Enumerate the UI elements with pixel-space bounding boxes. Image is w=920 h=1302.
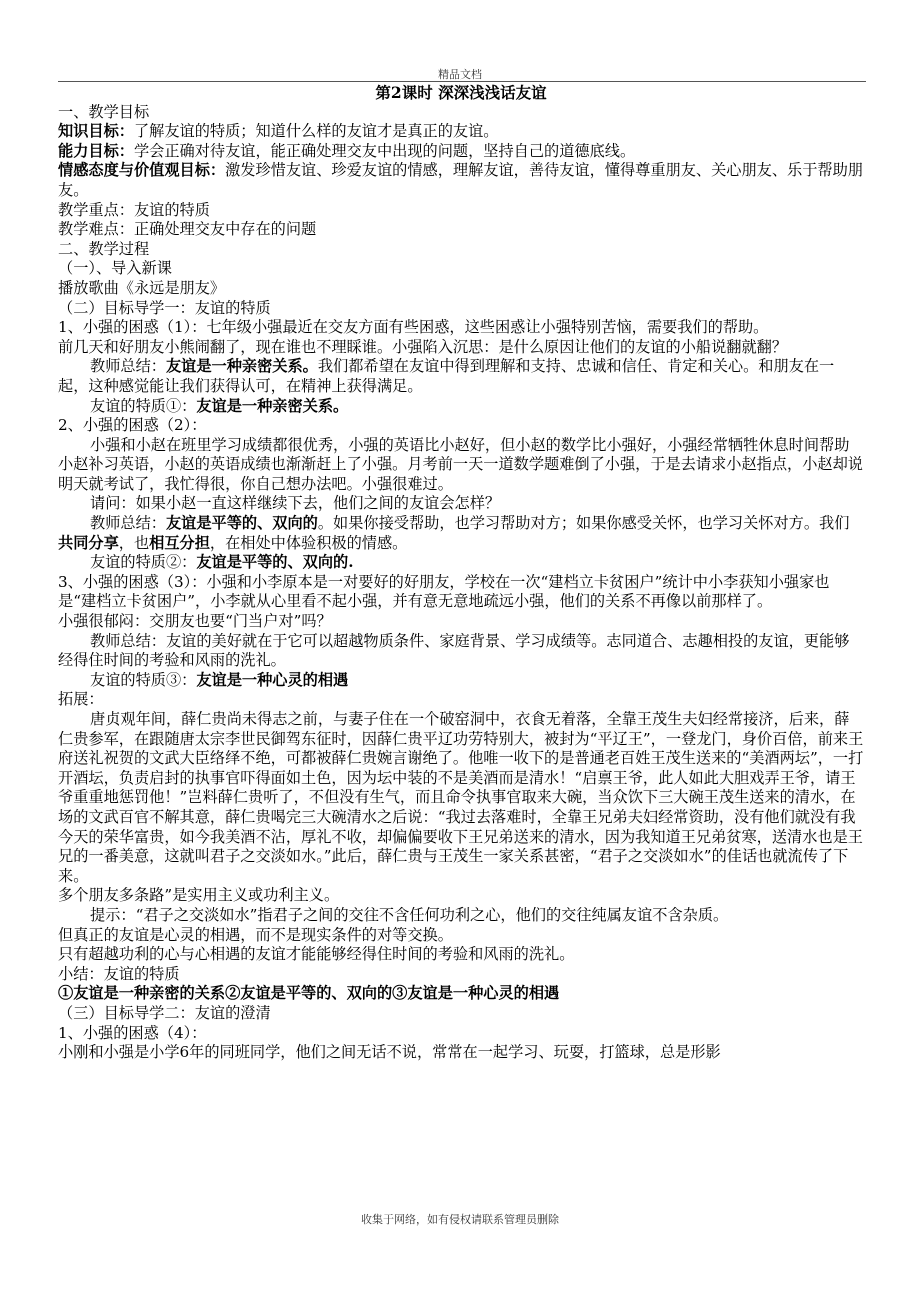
text-run: 相互分担 bbox=[149, 533, 210, 552]
paragraph-l22 bbox=[58, 632, 864, 671]
text-run: 唐贞观年间，薛仁贵尚未得志之前，与妻子住在一个破窑洞中，衣食无着落，全靠王茂生夫妇经常接济，后来，薛仁贵参军，在跟随唐太宗李世民御驾东征时，因薛仁贵平辽功劳特别大，被封为“平辽王”，一登龙门，身价百倍，前来王府送礼祝贺的文武大臣络绎不绝，可都被薛仁贵婉言谢绝了。他唯一收下的是普通老百姓王茂生送来的“美酒两坛”，一打开酒坛，负责启封的执事官吓得面如土色，因为坛中装的不是美酒而是清水！“启禀王爷，此人如此大胆戏弄王爷，请王爷重重地惩罚他！”岂料薛仁贵听了，不但没有生气，而且命令执事官取来大碗，当众饮下三大碗王茂生送来的清水，在场的文武百官不解其意，薛仁贵喝完三大碗清水之后说：“我过去落难时，全靠王兄弟夫妇经常资助，没有他们就没有我今天的荣华富贵，如今我美酒不沾，厚礼不收，却偏偏要收下王兄弟送来的清水，因为我知道王兄弟贫寒，送清水也是王兄的一番美意，这就叫君子之交淡如水。”此后，薛仁贵与王茂生一家关系甚密，“君子之交淡如水”的佳话也就流传了下来。 bbox=[58, 710, 864, 885]
header-divider bbox=[58, 81, 866, 82]
text-run: 多个朋友多条路”是实用主义或功利主义。 bbox=[58, 886, 340, 905]
paragraph-l19 bbox=[58, 553, 864, 573]
text-run: 共同分享 bbox=[58, 533, 119, 552]
document-body bbox=[58, 83, 864, 1063]
paragraph-l15 bbox=[58, 416, 864, 436]
paragraph-l34 bbox=[58, 1043, 864, 1063]
text-run: 请问：如果小赵一直这样继续下去，他们之间的友谊会怎样？ bbox=[90, 494, 501, 513]
text-run: 友谊的特质①： bbox=[90, 396, 197, 415]
paragraph-l16 bbox=[58, 436, 864, 495]
paragraph-l13 bbox=[58, 357, 864, 396]
text-run: ，也 bbox=[118, 533, 150, 552]
document-title: 第2课时 深深浅浅话友谊 bbox=[375, 83, 547, 102]
paragraph-l2 bbox=[58, 122, 864, 142]
paragraph-l1 bbox=[58, 103, 864, 123]
paragraph-l3 bbox=[58, 142, 864, 162]
paragraph-l33 bbox=[58, 1024, 864, 1044]
text-run: 二、教学过程 bbox=[58, 239, 150, 258]
text-run: 友谊是一种亲密关系。 bbox=[165, 357, 318, 376]
paragraph-l25 bbox=[58, 710, 864, 886]
text-run: 友谊的特质②： bbox=[90, 553, 197, 572]
text-run: 只有超越功利的心与心相遇的友谊才能能够经得住时间的考验和风雨的洗礼。 bbox=[58, 945, 575, 964]
text-run: 友谊是一种心灵的相遇 bbox=[196, 670, 349, 689]
text-run: 能力目标： bbox=[58, 141, 134, 160]
text-run: 我们都希望在友谊中得到理解和支持、忠诚和信任、肯定和关心。和朋友在一起，这种感觉能让我们获得认可，在精神上获得满足。 bbox=[58, 357, 835, 395]
paragraph-l11 bbox=[58, 318, 864, 338]
text-run: 1、小强的困惑（1）：七年级小强最近在交友方面有些困惑，这些困惑让小强特别苦恼，需要我们的帮助。 bbox=[58, 318, 769, 337]
paragraph-l6 bbox=[58, 220, 864, 240]
text-run: 前几天和好朋友小熊闹翻了，现在谁也不理睬谁。小强陷入沉思：是什么原因让他们的友谊的小船说翻就翻？ bbox=[58, 337, 787, 356]
text-run: 但真正的友谊是心灵的相遇，而不是现实条件的对等交换。 bbox=[58, 925, 453, 944]
paragraph-l8 bbox=[58, 259, 864, 279]
text-run: 了解友谊的特质；知道什么样的友谊才是真正的友谊。 bbox=[133, 122, 499, 141]
paragraph-l9 bbox=[58, 279, 864, 299]
footer-note: 收集于网络，如有侵权请联系管理员删除 bbox=[361, 1213, 559, 1226]
paragraph-l32 bbox=[58, 1004, 864, 1024]
paragraph-l12 bbox=[58, 338, 864, 358]
paragraph-l23 bbox=[58, 671, 864, 691]
text-run: 1、小强的困惑（4）： bbox=[58, 1023, 207, 1042]
text-run: 拓展： bbox=[58, 690, 104, 709]
paragraph-l21 bbox=[58, 612, 864, 632]
text-run: 提示：“君子之交淡如水”指君子之间的交往不含任何功利之心，他们的交往纯属友谊不含杂质。 bbox=[90, 905, 729, 924]
text-run: 小强很郁闷：交朋友也要“门当户对”吗？ bbox=[58, 612, 332, 631]
paragraph-l5 bbox=[58, 201, 864, 221]
text-run: 2、小强的困惑（2）： bbox=[58, 416, 207, 435]
text-run: 友谊是平等的、双向的 bbox=[165, 514, 318, 533]
paragraph-l7 bbox=[58, 240, 864, 260]
text-run: 教师总结： bbox=[90, 357, 166, 376]
text-run: 教师总结：友谊的美好就在于它可以超越物质条件、家庭背景、学习成绩等。志同道合、志趣相投的友谊，更能够经得住时间的考验和风雨的洗礼。 bbox=[58, 631, 850, 670]
text-run: ，在相处中体验积极的情感。 bbox=[209, 533, 408, 552]
paragraph-l30 bbox=[58, 965, 864, 985]
text-run: （一）、导入新课 bbox=[58, 259, 172, 278]
text-run: ①友谊是一种亲密的关系②友谊是平等的、双向的③友谊是一种心灵的相遇 bbox=[58, 984, 560, 1003]
text-run: 一、教学目标 bbox=[58, 102, 150, 121]
text-run: 学会正确对待友谊，能正确处理交友中出现的问题，坚持自己的道德底线。 bbox=[133, 141, 636, 160]
text-run: （三）目标导学二：友谊的澄清 bbox=[58, 1003, 271, 1022]
text-run: 友谊是平等的、双向的. bbox=[196, 553, 354, 572]
paragraph-l28 bbox=[58, 926, 864, 946]
text-run: 播放歌曲《永远是朋友》 bbox=[58, 278, 226, 297]
text-run: （二）目标导学一：友谊的特质 bbox=[58, 298, 271, 317]
paragraph-l31 bbox=[58, 984, 864, 1004]
paragraph-l20 bbox=[58, 573, 864, 612]
paragraph-l17 bbox=[58, 494, 864, 514]
header-note: 精品文档 bbox=[438, 68, 482, 81]
text-run: 教学难点：正确处理交友中存在的问题 bbox=[58, 220, 317, 239]
text-run: 。如果你接受帮助，也学习帮助对方；如果你感受关怀，也学习关怀对方。我们 bbox=[317, 514, 850, 533]
text-run: 知识目标： bbox=[58, 122, 134, 141]
text-run: 教学重点：友谊的特质 bbox=[58, 200, 210, 219]
text-run: 激发珍惜友谊、珍爱友谊的情感，理解友谊，善待友谊，懂得尊重朋友、关心朋友、乐于帮助朋友。 bbox=[58, 161, 863, 199]
text-run: 3、小强的困惑（3）：小强和小李原本是一对要好的好朋友，学校在一次“建档立卡贫困户”统计中小李获知小强家也是“建档立卡贫困户”，小李就从心里看不起小强，并有意无意地疏远小强，他们的关系不再像以前那样了。 bbox=[58, 572, 830, 611]
text-run: 情感态度与价值观目标： bbox=[58, 161, 226, 180]
text-run: 小强和小赵在班里学习成绩都很优秀，小强的英语比小赵好，但小赵的数学比小强好，小强经常牺牲休息时间帮助小赵补习英语，小赵的英语成绩也渐渐赶上了小强。月考前一天一道数学题难倒了小强，于是去请求小赵指点，小赵却说明天就考试了，我忙得很，你自己想办法吧。小强很难过。 bbox=[58, 435, 863, 493]
paragraph-l4 bbox=[58, 161, 864, 200]
paragraph-l14 bbox=[58, 397, 864, 417]
paragraph-l29 bbox=[58, 945, 864, 965]
paragraph-l27 bbox=[58, 906, 864, 926]
text-run: 小结：友谊的特质 bbox=[58, 964, 180, 983]
text-run: 友谊的特质③： bbox=[90, 670, 197, 689]
paragraph-l24 bbox=[58, 690, 864, 710]
paragraph-l26 bbox=[58, 886, 864, 906]
text-run: 友谊是一种亲密关系。 bbox=[196, 396, 349, 415]
paragraph-l10 bbox=[58, 299, 864, 319]
paragraph-l18 bbox=[58, 514, 864, 553]
text-run: 小刚和小强是小学6年的同班同学，他们之间无话不说，常常在一起学习、玩耍，打篮球，总是形影 bbox=[58, 1043, 721, 1062]
text-run: 教师总结： bbox=[90, 514, 166, 533]
